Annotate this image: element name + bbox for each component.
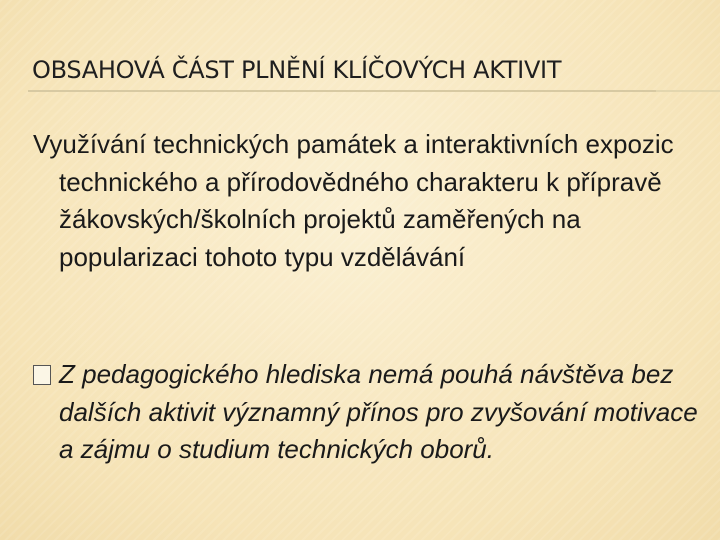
title-underline [28,90,656,92]
title-underline-extension [656,90,720,92]
body-paragraph: Využívání technických památek a interaktivních expozic technického a přírodovědného charakteru k přípravě žákovských/školních projektů zaměřených na popularizaci tohoto typu vzdělávání [33,129,674,272]
bullet-box-icon [33,365,51,385]
bullet-item [33,356,719,469]
bullet-text: Z pedagogického hlediska nemá pouhá návštěva bez dalších aktivit významný přínos pro zvyšování motivace a zájmu o studium technických oborů. [59,359,698,464]
slide-title: OBSAHOVÁ ČÁST PLNĚNÍ KLÍČOVÝCH AKTIVIT [32,56,562,84]
